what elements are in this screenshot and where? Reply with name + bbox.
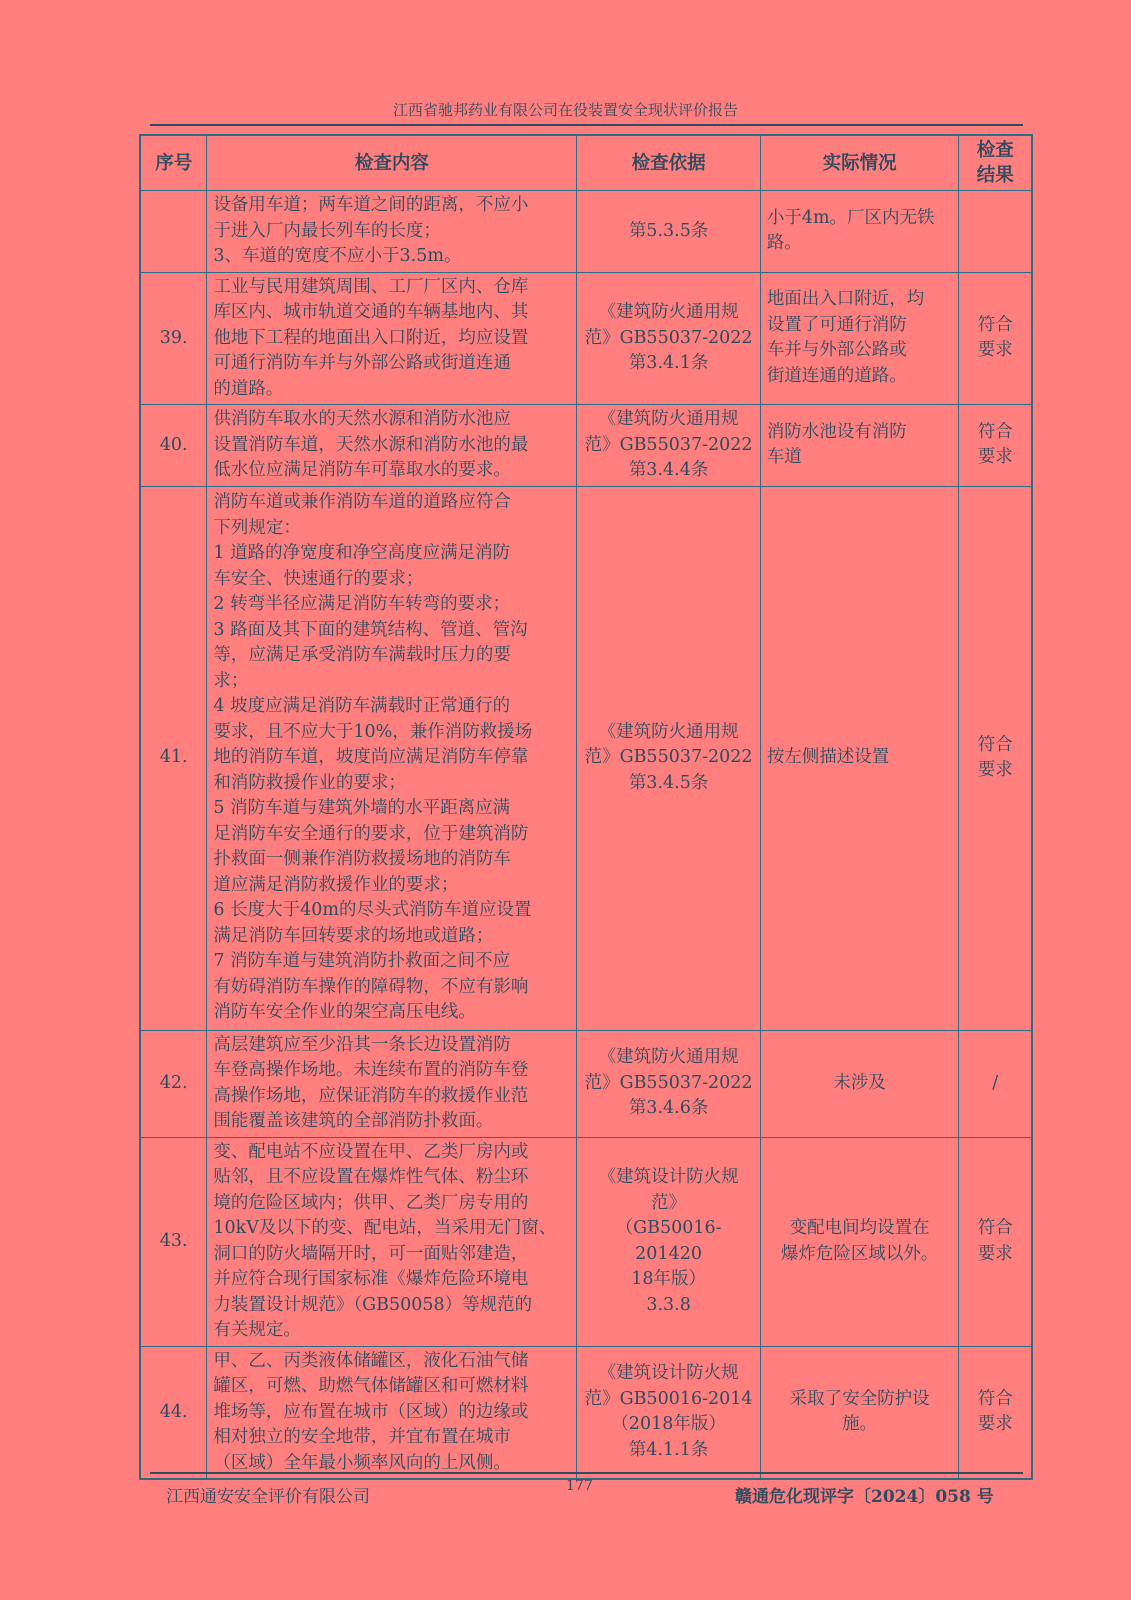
row-result: 符合 要求 xyxy=(959,272,1032,405)
row-content: 高层建筑应至少沿其一条长边设置消防 车登高操作场地。未连续布置的消防车登 高操作场地，应保证消防车的救援作业范 围能覆盖该建筑的全部消防扑救面。 xyxy=(207,1030,577,1137)
header-actual: 实际情况 xyxy=(760,135,959,191)
header-result: 检查 结果 xyxy=(959,135,1032,191)
row-basis: 《建筑防火通用规 范》GB55037-2022 第3.4.5条 xyxy=(577,486,760,1030)
table-row xyxy=(140,272,1032,405)
report-title: 江西省驰邦药业有限公司在役装置安全现状评价报告 xyxy=(392,101,738,119)
row-number: 44. xyxy=(140,1346,207,1479)
footer-company: 江西通安安全评价有限公司 xyxy=(166,1487,370,1507)
row-actual: 未涉及 xyxy=(760,1030,959,1137)
row-result: 符合 要求 xyxy=(959,1346,1032,1479)
table-row xyxy=(140,486,1032,1030)
header-content: 检查内容 xyxy=(207,135,577,191)
row-basis: 《建筑防火通用规 范》GB55037-2022 第3.4.4条 xyxy=(577,405,760,487)
row-actual: 地面出入口附近，均 设置了可通行消防 车并与外部公路或 街道连通的道路。 xyxy=(760,272,959,405)
row-actual: 采取了安全防护设 施。 xyxy=(760,1346,959,1479)
table-row xyxy=(140,1030,1032,1137)
row-content: 变、配电站不应设置在甲、乙类厂房内或 贴邻，且不应设置在爆炸性气体、粉尘环 境的危险区域内；供甲、乙类厂房专用的 10kV及以下的变、配电站，当采用无门窗、 洞口的防火墙隔开时，可一面贴邻建造， 并应符合现行国家标准《爆炸危险环境电 力装置设计规范》（GB50058）等规范的 有关规定。 xyxy=(207,1137,577,1346)
row-content: 设备用车道；两车道之间的距离，不应小 于进入厂内最长列车的长度； 3、车道的宽度不应小于3.5m。 xyxy=(207,191,577,273)
page-number: 177 xyxy=(566,1478,593,1494)
row-basis: 第5.3.5条 xyxy=(577,191,760,273)
row-content: 甲、乙、丙类液体储罐区，液化石油气储 罐区，可燃、助燃气体储罐区和可燃材料 堆场等，应布置在城市（区域）的边缘或 相对独立的安全地带，并宜布置在城市 （区域）全年最小频率风向的上风侧。 xyxy=(207,1346,577,1479)
row-basis: 《建筑设计防火规 范》 （GB50016-201420 18年版） 3.3.8 xyxy=(577,1137,760,1346)
table-row xyxy=(140,191,1032,273)
row-result: / xyxy=(959,1030,1032,1137)
row-actual: 按左侧描述设置 xyxy=(760,486,959,1030)
header-basis: 检查依据 xyxy=(577,135,760,191)
row-actual: 小于4m。厂区内无铁 路。 xyxy=(760,191,959,273)
header-no: 序号 xyxy=(140,135,207,191)
inspection-table xyxy=(139,134,1033,1480)
table-row xyxy=(140,1137,1032,1346)
row-number: 41. xyxy=(140,486,207,1030)
row-actual: 消防水池设有消防 车道 xyxy=(760,405,959,487)
row-number xyxy=(140,191,207,273)
row-basis: 《建筑设计防火规 范》GB50016-2014 （2018年版） 第4.1.1条 xyxy=(577,1346,760,1479)
table-row xyxy=(140,1346,1032,1479)
row-number: 40. xyxy=(140,405,207,487)
row-content: 消防车道或兼作消防车道的道路应符合 下列规定： 1 道路的净宽度和净空高度应满足消防 车安全、快速通行的要求； 2 转弯半径应满足消防车转弯的要求； 3 路面及其下面的建筑结构、管道、管沟 等，应满足承受消防车满载时压力的要 求； 4 坡度应满足消防车满载时正常通行的 要求，且不应大于10%，兼作消防救援场 地的消防车道，坡度尚应满足消防车停靠 和消防救援作业的要求； 5 消防车道与建筑外墙的水平距离应满 足消防车安全通行的要求，位于建筑消防 扑救面一侧兼作消防救援场地的消防车 道应满足消防救援作业的要求； 6 长度大于40m的尽头式消防车道应设置 满足消防车回转要求的场地或道路； 7 消防车道与建筑消防扑救面之间不应 有妨碍消防车操作的障碍物，不应有影响 消防车安全作业的架空高压电线。 xyxy=(207,486,577,1030)
row-actual: 变配电间均设置在 爆炸危险区域以外。 xyxy=(760,1137,959,1346)
footer-divider xyxy=(150,1472,1023,1474)
row-basis: 《建筑防火通用规 范》GB55037-2022 第3.4.1条 xyxy=(577,272,760,405)
table-header-row xyxy=(140,135,1032,191)
row-number: 39. xyxy=(140,272,207,405)
table-row xyxy=(140,405,1032,487)
footer-document-number: 赣通危化现评字〔2024〕058 号 xyxy=(735,1487,994,1507)
row-result: 符合 要求 xyxy=(959,486,1032,1030)
header-divider xyxy=(150,124,1023,126)
row-result: 符合 要求 xyxy=(959,405,1032,487)
row-number: 42. xyxy=(140,1030,207,1137)
row-basis: 《建筑防火通用规 范》GB55037-2022 第3.4.6条 xyxy=(577,1030,760,1137)
row-result: 符合 要求 xyxy=(959,1137,1032,1346)
row-result xyxy=(959,191,1032,273)
row-content: 工业与民用建筑周围、工厂厂区内、仓库 库区内、城市轨道交通的车辆基地内、其 他地下工程的地面出入口附近，均应设置 可通行消防车并与外部公路或街道连通 的道路。 xyxy=(207,272,577,405)
row-number: 43. xyxy=(140,1137,207,1346)
row-content: 供消防车取水的天然水源和消防水池应 设置消防车道，天然水源和消防水池的最 低水位应满足消防车可靠取水的要求。 xyxy=(207,405,577,487)
